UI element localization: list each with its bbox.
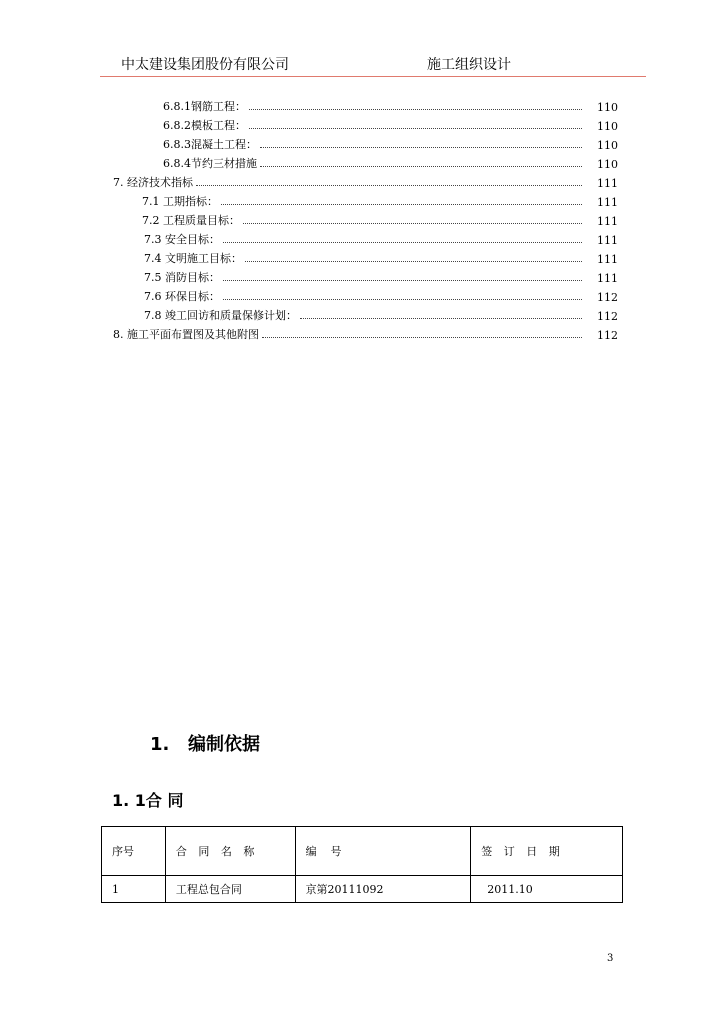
table-cell: 工程总包合同 — [165, 876, 295, 903]
toc-entry-label: 7.3 安全目标： — [144, 233, 220, 246]
toc-leader-dots — [223, 299, 582, 300]
toc-entry-label: 7.1 工期指标： — [142, 195, 218, 208]
toc-entry[interactable] — [142, 209, 585, 228]
toc-entry-page: 111 — [597, 177, 618, 190]
toc-entry-page: 111 — [597, 253, 618, 266]
toc-entry-page: 111 — [597, 196, 618, 209]
table-row — [102, 876, 623, 903]
toc-entry[interactable] — [144, 285, 585, 304]
toc-leader-dots — [260, 147, 582, 148]
toc-entry[interactable] — [113, 171, 585, 190]
section-heading — [150, 730, 260, 756]
toc-leader-dots — [223, 280, 582, 281]
toc-entry[interactable] — [163, 152, 585, 171]
toc-leader-dots — [262, 337, 582, 338]
contract-table — [101, 826, 623, 903]
toc-entry-page: 110 — [597, 158, 618, 171]
toc-leader-dots — [221, 204, 582, 205]
section-number: 1. — [150, 734, 170, 755]
toc-leader-dots — [260, 166, 582, 167]
section-title: 编制依据 — [188, 734, 260, 755]
toc-entry[interactable] — [163, 114, 585, 133]
toc-entry-page: 110 — [597, 139, 618, 152]
toc-entry-label: 6.8.1钢筋工程： — [163, 100, 246, 113]
toc-entry-page: 111 — [597, 234, 618, 247]
toc-leader-dots — [249, 109, 582, 110]
toc-entry[interactable] — [144, 228, 585, 247]
toc-entry[interactable] — [142, 190, 585, 209]
toc-entry-page: 112 — [597, 291, 618, 304]
table-header-cell: 编 号 — [295, 827, 471, 876]
table-cell: 1 — [102, 876, 166, 903]
toc-entry-label: 7.2 工程质量目标： — [142, 214, 240, 227]
toc-leader-dots — [300, 318, 582, 319]
toc-entry-label: 7. 经济技术指标 — [113, 176, 193, 189]
document-title: 施工组织设计 — [427, 57, 511, 73]
toc-leader-dots — [249, 128, 582, 129]
toc-entry-label: 6.8.3混凝土工程： — [163, 138, 257, 151]
table-header-row — [102, 827, 623, 876]
table-header-cell: 合 同 名 称 — [165, 827, 295, 876]
table-cell: 京第20111092 — [295, 876, 471, 903]
toc-entry-label: 7.5 消防目标： — [144, 271, 220, 284]
table-header-cell: 签 订 日 期 — [471, 827, 623, 876]
table-cell: 2011.10 — [471, 876, 623, 903]
toc-entry-page: 112 — [597, 310, 618, 323]
toc-entry[interactable] — [144, 266, 585, 285]
table-header-cell: 序号 — [102, 827, 166, 876]
subsection-heading: 1. 1合 同 — [112, 791, 184, 810]
toc-entry-label: 7.6 环保目标： — [144, 290, 220, 303]
toc-entry-label: 6.8.2模板工程： — [163, 119, 246, 132]
toc-entry-page: 112 — [597, 329, 618, 342]
toc-entry-label: 6.8.4节约三材措施 — [163, 157, 257, 170]
toc-entry[interactable] — [163, 133, 585, 152]
toc-entry[interactable] — [144, 304, 585, 323]
company-name: 中太建设集团股份有限公司 — [121, 57, 289, 73]
toc-leader-dots — [245, 261, 582, 262]
toc-entry-label: 7.8 竣工回访和质量保修计划： — [144, 309, 297, 322]
toc-entry-page: 110 — [597, 120, 618, 133]
toc-leader-dots — [243, 223, 582, 224]
toc-leader-dots — [223, 242, 582, 243]
toc-entry[interactable] — [113, 323, 585, 342]
toc-entry-page: 110 — [597, 101, 618, 114]
toc-entry-label: 8. 施工平面布置图及其他附图 — [113, 328, 259, 341]
toc-entry-label: 7.4 文明施工目标： — [144, 252, 242, 265]
toc-entry-page: 111 — [597, 215, 618, 228]
toc-entry[interactable] — [163, 95, 585, 114]
page-header — [100, 50, 646, 77]
toc-leader-dots — [196, 185, 582, 186]
toc-entry-page: 111 — [597, 272, 618, 285]
toc-entry[interactable] — [144, 247, 585, 266]
page-number: 3 — [607, 953, 614, 964]
